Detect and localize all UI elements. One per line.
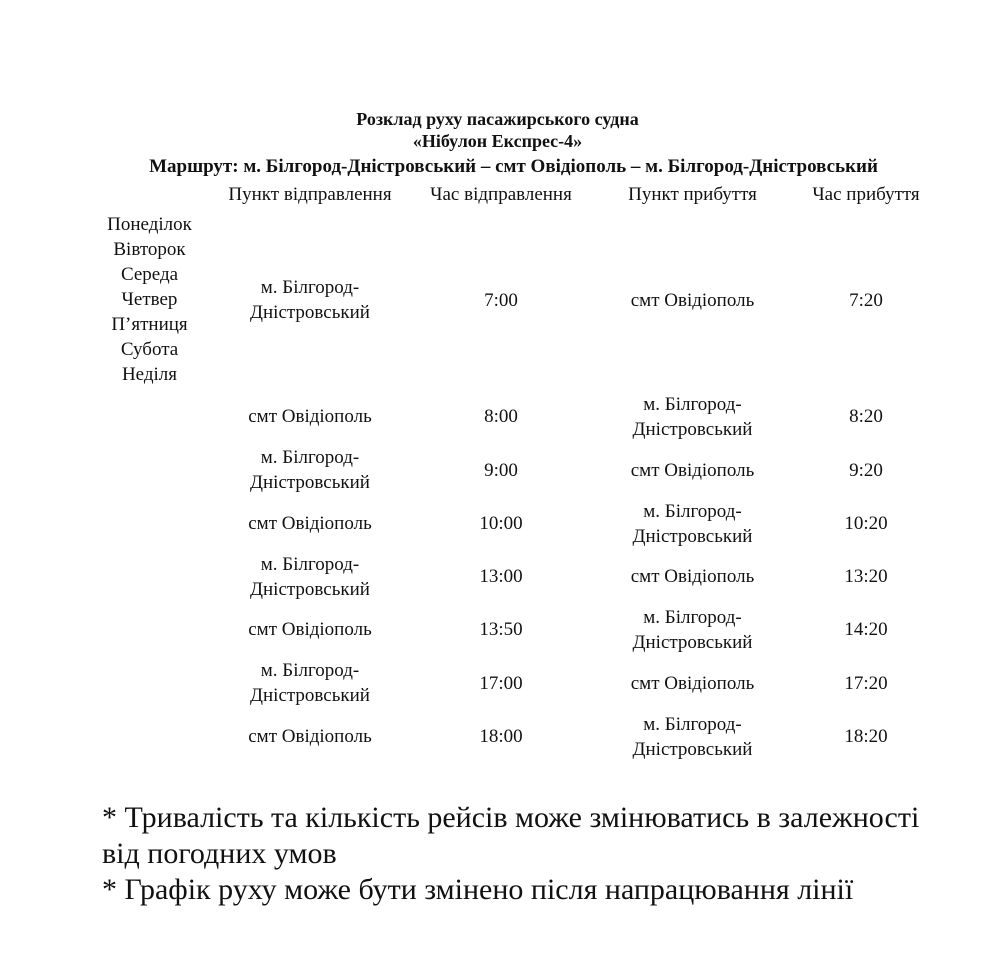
arrival-time-cell	[800, 212, 932, 388]
arrival-time-cell	[800, 656, 932, 710]
day-label: Неділя	[121, 364, 178, 385]
departure-point-cell	[212, 710, 408, 763]
arrival-point-cell-text: м. Білгород-	[643, 500, 742, 522]
departure-point-cell-text: Дністровський	[250, 472, 370, 493]
arrival-point-cell	[595, 443, 790, 497]
arrival-point-cell	[595, 550, 790, 603]
departure-point-cell-text: Дністровський	[250, 685, 370, 706]
day-label: Вівторок	[113, 239, 186, 260]
departure-point-cell	[212, 212, 408, 388]
departure-time-cell	[420, 710, 582, 763]
day-label: Середа	[120, 264, 179, 285]
departure-point-cell-text: м. Білгород-	[260, 447, 360, 468]
route-line: Маршрут: м. Білгород-Дністровський – смт Овідіополь – м. Білгород-Дністровський	[149, 156, 878, 177]
departure-time-cell-text: 13:00	[479, 566, 523, 587]
arrival-point-cell	[595, 603, 790, 656]
arrival-time-cell-text: 10:20	[844, 513, 888, 534]
departure-point-cell-text: смт Овідіополь	[248, 619, 372, 640]
departure-time-cell	[420, 443, 582, 497]
days-of-week	[92, 212, 207, 387]
day-label: П’ятниця	[111, 314, 188, 335]
arrival-time-cell	[800, 497, 932, 550]
departure-time-cell-text: 18:00	[479, 726, 523, 747]
arrival-time-cell-text: 13:20	[844, 566, 888, 587]
departure-point-cell-text: м. Білгород-	[260, 660, 360, 681]
header-departure-point: Пункт відправлення	[228, 184, 392, 205]
departure-point-cell-text: Дністровський	[250, 578, 370, 600]
arrival-point-cell-text: м. Білгород-	[643, 393, 742, 415]
arrival-point-cell-text: смт Овідіополь	[630, 672, 755, 694]
arrival-time-cell	[800, 390, 932, 443]
arrival-point-cell-text: Дністровський	[632, 525, 753, 547]
arrival-point-cell-text: смт Овідіополь	[630, 289, 755, 311]
departure-time-cell-text: 17:00	[479, 672, 523, 694]
arrival-point-cell-text: Дністровський	[632, 418, 753, 440]
arrival-point-cell	[595, 497, 790, 550]
arrival-time-cell-text: 18:20	[844, 726, 888, 747]
departure-point-cell-text: смт Овідіополь	[248, 406, 372, 427]
departure-time-cell-text: 8:00	[484, 406, 518, 427]
departure-point-cell	[212, 656, 408, 710]
departure-point-cell-text: смт Овідіополь	[248, 726, 372, 747]
arrival-time-cell	[800, 443, 932, 497]
header-arrival-time: Час прибуття	[812, 184, 920, 205]
schedule-title	[0, 108, 995, 152]
title-line-2: «Нібулон Експрес-4»	[412, 131, 583, 151]
departure-point-cell	[212, 443, 408, 497]
departure-time-cell	[420, 390, 582, 443]
arrival-time-cell-text: 9:20	[849, 459, 883, 481]
footnote: * Тривалість та кількість рейсів може змінюватись в залежності від погодних умов	[102, 801, 920, 870]
departure-point-cell-text: м. Білгород-	[260, 277, 360, 298]
departure-time-cell-text: 9:00	[484, 459, 518, 481]
departure-point-cell	[212, 550, 408, 603]
arrival-time-cell-text: 17:20	[844, 672, 888, 694]
arrival-point-cell	[595, 710, 790, 763]
arrival-point-cell-text: Дністровський	[632, 738, 753, 760]
title-line-1: Розклад руху пасажирського судна	[356, 109, 639, 129]
departure-time-cell-text: 13:50	[479, 619, 523, 640]
arrival-point-cell	[595, 212, 790, 388]
departure-point-cell	[212, 497, 408, 550]
footnote: * Графік руху може бути змінено після напрацювання лінії	[102, 873, 854, 906]
arrival-time-cell	[800, 603, 932, 656]
day-label: Субота	[120, 339, 179, 360]
arrival-time-cell-text: 14:20	[844, 619, 888, 640]
departure-time-cell	[420, 550, 582, 603]
departure-point-cell	[212, 603, 408, 656]
departure-time-cell	[420, 656, 582, 710]
arrival-time-cell-text: 8:20	[849, 406, 883, 427]
arrival-point-cell-text: смт Овідіополь	[630, 566, 755, 587]
day-label: Понеділок	[107, 214, 192, 235]
arrival-time-cell	[800, 710, 932, 763]
arrival-time-cell-text: 7:20	[849, 289, 883, 311]
day-label: Четвер	[121, 289, 178, 310]
departure-time-cell	[420, 603, 582, 656]
header-departure-time: Час відправлення	[430, 184, 572, 205]
departure-point-cell-text: смт Овідіополь	[248, 513, 372, 534]
arrival-point-cell-text: смт Овідіополь	[630, 459, 755, 481]
arrival-point-cell-text: м. Білгород-	[643, 606, 742, 628]
arrival-point-cell	[595, 390, 790, 443]
header-arrival-point: Пункт прибуття	[628, 184, 757, 205]
arrival-point-cell-text: Дністровський	[632, 631, 753, 653]
arrival-point-cell	[595, 656, 790, 710]
footnotes	[102, 800, 962, 908]
departure-point-cell-text: м. Білгород-	[260, 553, 360, 575]
departure-time-cell-text: 7:00	[484, 289, 518, 311]
departure-point-cell-text: Дністровський	[250, 302, 370, 323]
departure-time-cell	[420, 212, 582, 388]
departure-time-cell-text: 10:00	[479, 513, 523, 534]
arrival-point-cell-text: м. Білгород-	[643, 713, 742, 735]
arrival-time-cell	[800, 550, 932, 603]
departure-time-cell	[420, 497, 582, 550]
departure-point-cell	[212, 390, 408, 443]
